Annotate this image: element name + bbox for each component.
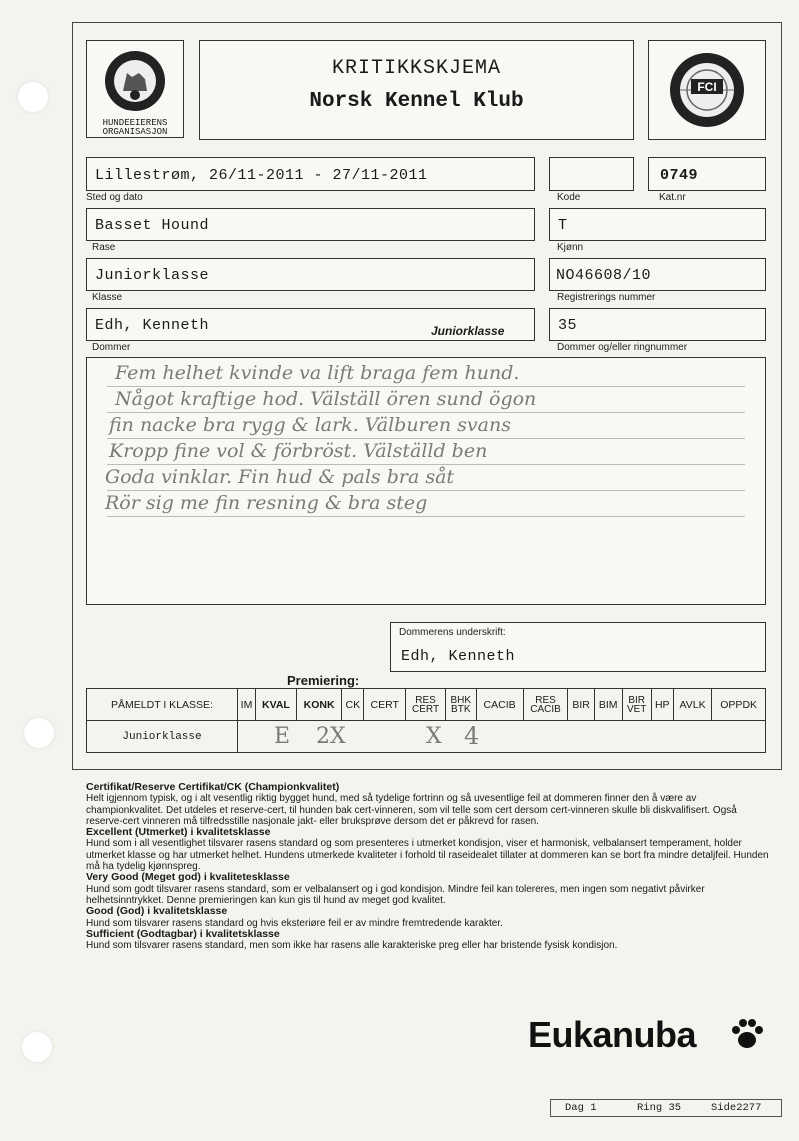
brand-name: Eukanuba bbox=[528, 1014, 697, 1055]
signature-label: Dommerens underskrift: bbox=[399, 627, 506, 638]
legend-text: Hund som godt tilsvarer rasens standard, som er velbalansert og i god kondisjon. Mindre feil kan tolereres, men ingen som negativt påvirker helhetsinntrykket. Denne premieringen kan kun gis til hund av meget god kvalitet. bbox=[86, 883, 705, 906]
kjonn-label: Kjønn bbox=[557, 242, 584, 253]
premiering-col-bir-vet: BIR VET bbox=[622, 689, 651, 721]
legend-text: Hund som tilsvarer rasens standard, men som ikke har rasens alle karakteriske preg eller har bristende fysisk kondisjon. bbox=[86, 940, 618, 952]
legend-text: Hund som i all vesentlighet tilsvarer rasens standard og som presenteres i utmerket kondisjon, viser et harmonisk, velbalansert temperament, holder utmerket klasse og har utmerket helhet. Hundens utmerkede kvaliteter i forhold til raseidealet tillater at dommeren kan se bort fra mindre detaljfeil. Hunden må ha tydelig kjønnspreg. bbox=[86, 838, 769, 873]
dommer-value: Edh, Kenneth bbox=[95, 317, 210, 334]
premiering-col-kval: KVAL bbox=[255, 689, 296, 721]
sted-og-dato-field[interactable] bbox=[86, 157, 535, 191]
ringnummer-field[interactable] bbox=[549, 308, 766, 341]
premiering-klasse-value: Juniorklasse bbox=[87, 721, 238, 753]
critique-line-2: Något kraftige hod. Välställ ören sund ögon bbox=[115, 388, 537, 410]
hand-bhk: 4 bbox=[464, 722, 480, 750]
premiering-col-oppdk: OPPDK bbox=[712, 689, 766, 721]
kat-nr-value: 0749 bbox=[660, 167, 699, 184]
punch-hole-bottom bbox=[22, 1032, 52, 1062]
kat-nr-label: Kat.nr bbox=[659, 192, 686, 203]
punch-hole-middle bbox=[24, 718, 54, 748]
punch-hole-top bbox=[18, 82, 48, 112]
nkk-logo-icon bbox=[87, 43, 183, 121]
footer-side: Side2277 bbox=[711, 1102, 762, 1114]
premiering-klasse-header: PÅMELDT I KLASSE: bbox=[87, 689, 238, 721]
fci-logo-text: FCI bbox=[697, 80, 717, 94]
legend-heading: Excellent (Utmerket) i kvalitetsklasse bbox=[86, 826, 271, 839]
paw-icon bbox=[730, 1018, 764, 1052]
ringnummer-value: 35 bbox=[558, 317, 578, 334]
reg-nr-field[interactable] bbox=[549, 258, 766, 291]
premiering-col-res-cacib: RES CACIB bbox=[523, 689, 568, 721]
sted-og-dato-label: Sted og dato bbox=[86, 192, 143, 203]
premiering-table bbox=[86, 688, 766, 752]
nkk-logo-box bbox=[86, 40, 184, 138]
fci-logo-icon bbox=[649, 41, 765, 139]
legend-heading: Very Good (Meget god) i kvalitetesklasse bbox=[86, 871, 290, 884]
nkk-caption-2: ORGANISASJON bbox=[102, 127, 168, 137]
premiering-col-hp: HP bbox=[651, 689, 673, 721]
premiering-marks-cell[interactable] bbox=[238, 721, 766, 753]
kat-nr-field[interactable] bbox=[648, 157, 766, 191]
klasse-field[interactable] bbox=[86, 258, 535, 291]
legend-heading: Certifikat/Reserve Certifikat/CK (Championkvalitet) bbox=[86, 781, 340, 793]
legend-heading: Good (God) i kvalitetsklasse bbox=[86, 905, 228, 918]
title-box bbox=[199, 40, 634, 140]
premiering-col-cacib: CACIB bbox=[476, 689, 523, 721]
premiering-col-avlk: AVLK bbox=[673, 689, 711, 721]
premiering-col-bim: BIM bbox=[594, 689, 622, 721]
legend-heading: Sufficient (Godtagbar) i kvalitetsklasse bbox=[86, 927, 280, 940]
klasse-value: Juniorklasse bbox=[95, 267, 210, 284]
critique-line-4: Kropp fine vol & förbröst. Välställd ben bbox=[109, 440, 488, 462]
kjonn-value: T bbox=[558, 217, 568, 234]
premiering-col-bhk-btk: BHK BTK bbox=[445, 689, 476, 721]
reg-nr-label: Registrerings nummer bbox=[557, 292, 656, 303]
eukanuba-logo bbox=[528, 1014, 696, 1056]
legend-text: Helt igjennom typisk, og i alt vesentlig riktig bygget hund, med så tydelige fortrinn og så uvesentlige feil at dommeren finner den å være av championkvalitet. Det utdeles et reserve-cert, til hunden bak cert-vinneren, som vil telle som cert dersom cert-vinneren skulle bli diskvalifisert. Også reserve-cert vinneren må tilfredsstille nasjonale jakt- eller bruksprøve dersom det er påkrevd for rasen. bbox=[86, 793, 737, 827]
premiering-col-cert: CERT bbox=[364, 689, 406, 721]
signature-value: Edh, Kenneth bbox=[401, 648, 516, 665]
form-subtitle: Norsk Kennel Klub bbox=[309, 90, 524, 113]
fci-logo-box bbox=[648, 40, 766, 140]
reg-nr-value: NO46608/10 bbox=[556, 267, 652, 284]
sted-og-dato-value: Lillestrøm, 26/11-2011 - 27/11-2011 bbox=[95, 167, 428, 184]
premiering-col-konk: KONK bbox=[296, 689, 341, 721]
klasse-label: Klasse bbox=[92, 292, 123, 303]
kode-field[interactable] bbox=[549, 157, 634, 191]
form-title: KRITIKKSKJEMA bbox=[331, 57, 502, 80]
premiering-title: Premiering: bbox=[287, 673, 360, 688]
critique-line-1: Fem helhet kvinde va lift braga fem hund. bbox=[115, 362, 520, 384]
ringnummer-label: Dommer og/eller ringnummer bbox=[557, 342, 688, 353]
premiering-col-ck: CK bbox=[342, 689, 364, 721]
footer-ring: Ring 35 bbox=[637, 1102, 682, 1114]
rase-value: Basset Hound bbox=[95, 217, 210, 234]
footer-dag: Dag 1 bbox=[565, 1102, 597, 1114]
critique-line-3: fin nacke bra rygg & lark. Välburen svans bbox=[109, 414, 511, 436]
critique-line-5: Goda vinklar. Fin hud & pals bra såt bbox=[105, 466, 455, 488]
premiering-col-res-cert: RES CERT bbox=[406, 689, 446, 721]
dommer-label: Dommer bbox=[92, 342, 131, 353]
legend bbox=[86, 782, 776, 951]
nkk-caption-1: HUNDEEIERENS bbox=[102, 118, 168, 128]
legend-text: Hund som tilsvarer rasens standard og hvis eksteriøre feil er av mindre fremtredende karakter. bbox=[86, 917, 503, 929]
hand-kval: E bbox=[274, 724, 291, 749]
footer-box bbox=[550, 1099, 782, 1117]
kjonn-field[interactable] bbox=[549, 208, 766, 241]
premiering-col-bir: BIR bbox=[568, 689, 594, 721]
rase-label: Rase bbox=[92, 242, 116, 253]
hand-res-cert: X bbox=[426, 724, 442, 749]
dommer-class-stamp: Juniorklasse bbox=[431, 324, 505, 338]
signature-box[interactable] bbox=[390, 622, 766, 672]
critique-area[interactable] bbox=[86, 357, 766, 605]
kode-label: Kode bbox=[557, 192, 581, 203]
critique-line-6: Rör sig me fin resning & bra steg bbox=[105, 492, 428, 514]
rase-field[interactable] bbox=[86, 208, 535, 241]
hand-konk: 2X bbox=[316, 724, 346, 749]
dommer-field[interactable] bbox=[86, 308, 535, 341]
premiering-col-im: IM bbox=[238, 689, 256, 721]
